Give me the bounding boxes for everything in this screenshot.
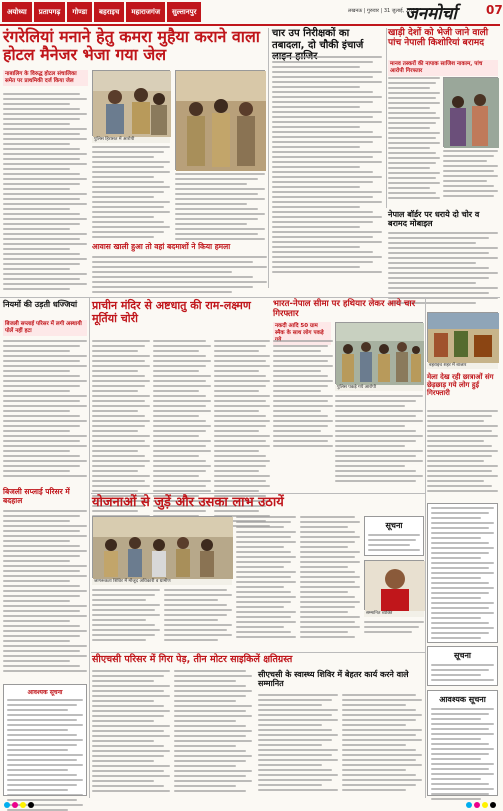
- border-body: [273, 340, 333, 460]
- printer-strip: [0, 800, 500, 809]
- yojana-caption: जागरूकता शिविर में मौजूद अधिकारी व ग्रामीण: [92, 579, 232, 585]
- left-side-body: [3, 340, 87, 485]
- column-rule: [89, 298, 90, 798]
- left-side-headline: नियमों की उड़ती धज्जियां: [3, 300, 78, 309]
- suchna-title-2: सूचना: [454, 651, 471, 660]
- person-caption: सम्मानित व्यक्ति: [364, 611, 424, 617]
- lead-kicker: नाबालिग के विरुद्ध होटल संचालिका समेत पर प्राथमिकी दर्ज किया जेल: [3, 70, 88, 86]
- police-station-caption: पुलिस पकड़े गये आरोपी: [335, 385, 423, 391]
- gang-headline-display: खाड़ी देशों को भेजी जाने वाली पांच नेपाली किशोरियां बरामद: [388, 28, 489, 49]
- notice-column: [427, 503, 498, 643]
- registration-marks: [4, 802, 34, 808]
- gang-body-2: [443, 150, 498, 207]
- left-lower-body: [3, 510, 87, 680]
- left-side-sub: बिजली सप्लाई परिसर में लगी अस्थायी पोलें नहीं हटा: [3, 320, 87, 336]
- suchna-title-1: सूचना: [385, 521, 403, 530]
- yojana-photo: [92, 516, 232, 578]
- transfer-headline: चार उप निरीक्षकों का तबादला, दो चौकी इंचार्ज: [272, 28, 364, 51]
- section-rule: [91, 652, 425, 653]
- gang-kicker: मानव तस्करों की नापाक साजिश नाकाम, पांच आरोपी गिरफ्तार: [388, 60, 498, 76]
- health-body-col1: [258, 694, 338, 798]
- market-caption: बहराइच शहर में बाजार: [427, 363, 498, 369]
- mela-headline: मेला देख रही छात्राओं संग छेड़छाड़ गये लोग हुई गिरफ्तारी: [427, 373, 494, 398]
- lead-body-col3: [175, 173, 265, 243]
- registration-marks-right: [466, 802, 496, 808]
- border-body-2: [335, 395, 423, 495]
- yojana-body-col3: [236, 516, 296, 649]
- nepal-headline: नेपाल बॉर्डर पर धराये दो चोर व बरामद मोबाइल: [388, 210, 480, 229]
- column-rule: [386, 28, 387, 208]
- yojana-headline: योजनाओं से जुड़ें और उसका लाभ उठायें: [92, 495, 284, 510]
- cctv-headline: सीएचसी परिसर में गिरा पेड़, तीन मोटर साइकिलें क्षतिग्रस्त: [92, 654, 293, 665]
- magenta-swatch: [474, 802, 480, 808]
- cyan-swatch: [4, 802, 10, 808]
- cctv-body-col2: [174, 670, 252, 798]
- nav-item[interactable]: सुल्तानपुर: [167, 2, 201, 22]
- police-photo: [175, 70, 265, 170]
- cyan-swatch: [466, 802, 472, 808]
- lead-body-col2: [92, 146, 170, 242]
- gang-body: [388, 77, 440, 207]
- mela-body: [427, 410, 498, 500]
- magenta-swatch: [12, 802, 18, 808]
- yellow-swatch: [482, 802, 488, 808]
- black-swatch: [490, 802, 496, 808]
- top-bar: [0, 0, 503, 24]
- page-number: 07: [486, 3, 503, 17]
- nav-item[interactable]: बहराइच: [94, 2, 124, 22]
- transfer-body: [272, 56, 382, 281]
- health-body-col2: [342, 694, 422, 798]
- column-rule: [268, 28, 269, 288]
- nav-item[interactable]: प्रतापगढ़: [34, 2, 66, 22]
- column-rule: [425, 298, 426, 798]
- suchna-box-1: [364, 516, 424, 556]
- nav-item[interactable]: महाराजगंज: [126, 2, 165, 22]
- market-photo: [427, 312, 498, 362]
- border-kicker: नकदी आदि 50 ग्राम स्मैक के साथ लोग पकड़े: [273, 322, 331, 345]
- masthead: जनमोर्चा: [405, 4, 457, 24]
- person-body: [364, 621, 424, 649]
- avashyak-box: [427, 690, 498, 796]
- person-photo: [364, 560, 424, 610]
- lead-body-col1: [3, 93, 87, 293]
- cctv-body-col1: [92, 670, 170, 798]
- left-lower-headline: बिजली सप्लाई परिसर में बदहाल: [3, 487, 70, 505]
- black-swatch: [28, 802, 34, 808]
- section-nav: [2, 2, 203, 22]
- suchna-box-2: [427, 646, 498, 686]
- yojana-body-col2: [164, 589, 232, 649]
- border-headline: भारत-नेपाल सीमा पर हथियार लेकर आये चार गिरफ्तार: [273, 299, 416, 319]
- masthead-rule: [0, 24, 500, 26]
- dateline: लखनऊ | गुरुवार | 31 जुलाई, 2025: [348, 8, 419, 14]
- yojana-body-col4: [300, 516, 360, 649]
- yojana-body-col1: [92, 589, 160, 649]
- arrest-photo: [92, 70, 170, 136]
- section-rule: [91, 493, 425, 494]
- nav-item[interactable]: अयोध्या: [2, 2, 32, 22]
- health-headline: सीएचसी के स्वास्थ्य शिविर में बेहतर कार्य करने वाले सम्मानित: [258, 670, 409, 689]
- lead-headline: रंगरेलियां मनाने हेतु कमरा मुहैया कराने वाला होटल मैनेजर भेजा गया जेल: [3, 27, 260, 65]
- nav-item[interactable]: गोण्डा: [67, 2, 92, 22]
- left-notice-title: आवश्यक सूचना: [27, 689, 63, 696]
- gang-photo: [443, 77, 498, 147]
- idol-headline: प्राचीन मंदिर से अष्टधातु की राम-लक्ष्मण मूर्तियां चोरी: [92, 299, 251, 325]
- yellow-swatch: [20, 802, 26, 808]
- avashyak-title: आवश्यक सूचना: [439, 695, 486, 704]
- arrest-caption: पुलिस हिरासत में आरोपी: [92, 137, 170, 143]
- attack-headline: आवास खाली हुआ तो वहां बदमाशों ने किया हमला: [92, 242, 231, 251]
- left-notice: [3, 684, 87, 796]
- police-station-photo: [335, 322, 423, 384]
- attack-body: [92, 256, 267, 296]
